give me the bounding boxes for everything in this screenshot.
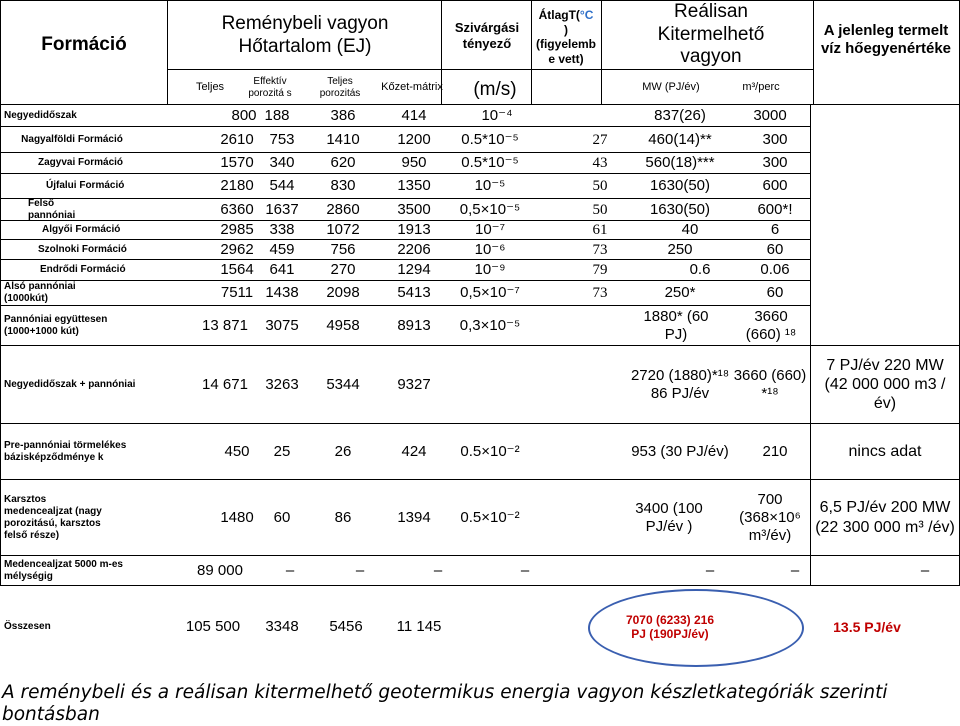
row-szolnoki-name: Szolnoki Formáció: [38, 243, 127, 255]
row-pre-pannoniai-k: 0.5×10⁻²: [460, 442, 520, 460]
row-szolnoki-flow: 60: [766, 240, 784, 258]
row-endrodi-k: 10⁻⁹: [474, 261, 506, 278]
row-medencealjzat-totpor: –: [355, 561, 365, 579]
row-szolnoki-total: 2962: [220, 240, 254, 258]
row-negyed-pann-eff: 3263: [265, 375, 299, 393]
row-osszesen-name: Összesen: [4, 621, 51, 632]
row-zagyvai-rock: 950: [401, 154, 427, 171]
row-szolnoki-t: 73: [592, 241, 608, 258]
row-nagyalfoldi-eff: 753: [269, 130, 295, 148]
header-real-unit-flow: m³/perc: [742, 81, 780, 94]
figure-caption: A reménybeli és a reálisan kitermelhető geotermikus energia vagyon készletkategóriák szerinti bontásban: [2, 682, 888, 725]
row-pannoniai-egyuttesen-name: Pannóniai együttesen (1000+1000 kút): [4, 314, 108, 337]
header-avg-temp: [534, 8, 598, 66]
row-endrodi-total: 1564: [220, 261, 254, 278]
row-medencealjzat-mw: –: [705, 561, 715, 579]
row-endrodi-flow: 0.06: [760, 261, 790, 278]
row-pannoniai-egyuttesen-total: 13 871: [202, 317, 248, 334]
row-zagyvai-total: 1570: [220, 154, 254, 171]
row-pannoniai-egyuttesen-mw: 1880* (60 PJ): [643, 308, 709, 343]
row-szolnoki-mw: 250: [667, 240, 693, 258]
row-osszesen-totpor: 5456: [329, 618, 363, 635]
row-nagyalfoldi-mw: 460(14)**: [648, 130, 712, 148]
row-endrodi-t: 79: [592, 262, 608, 278]
row-also-pannoniai-totpor: 2098: [326, 284, 360, 301]
row-also-pannoniai-t: 73: [592, 285, 608, 301]
row-pannoniai-egyuttesen-totpor: 4958: [326, 317, 360, 334]
header-total-porosity: Teljes porozitás: [319, 76, 361, 99]
row-karsztos-mw: 3400 (100 PJ/év ): [635, 499, 703, 535]
row-negyedidoszak-mw: 837(26): [654, 106, 706, 124]
row-karsztos-name: Karsztos medencealjzat (nagy porozitású, karsztos felső része): [4, 493, 102, 541]
row-szolnoki-rock: 2206: [397, 240, 431, 258]
row-osszesen-eff: 3348: [265, 618, 299, 635]
row-felso-pannoniai-totpor: 2860: [326, 200, 360, 218]
row-karsztos-current: 6,5 PJ/év 200 MW (22 300 000 m³ /év): [815, 499, 955, 536]
row-algyoi-k: 10⁻⁷: [474, 221, 506, 238]
row-pre-pannoniai-total: 450: [224, 442, 250, 460]
row-endrodi-totpor: 270: [330, 261, 356, 278]
row-osszesen-current: 13.5 PJ/év: [833, 618, 901, 635]
row-negyed-pann-flow: 3660 (660) *¹⁸: [733, 366, 807, 402]
row-also-pannoniai-name: Alsó pannóniai (1000kút): [4, 281, 76, 304]
row-negyed-pann-total: 14 671: [202, 375, 248, 393]
row-felso-pannoniai-total: 6360: [220, 200, 254, 218]
row-zagyvai-totpor: 620: [330, 154, 356, 171]
row-zagyvai-eff: 340: [269, 154, 295, 171]
row-nagyalfoldi-total: 2610: [220, 130, 254, 148]
row-negyedidoszak-k: 10⁻⁴: [481, 106, 513, 124]
row-also-pannoniai-rock: 5413: [397, 284, 431, 301]
row-felso-pannoniai-k: 0,5×10⁻⁵: [459, 200, 521, 218]
row-negyedidoszak-total: 800: [231, 106, 257, 124]
row-pannoniai-egyuttesen-rock: 8913: [397, 317, 431, 334]
row-ujfalui-mw: 1630(50): [649, 177, 711, 194]
row-algyoi-mw: 40: [681, 221, 699, 238]
row-zagyvai-flow: 300: [762, 154, 788, 171]
row-nagyalfoldi-t: 27: [592, 131, 608, 148]
row-negyed-pann-totpor: 5344: [326, 375, 360, 393]
row-karsztos-k: 0.5×10⁻²: [460, 508, 520, 526]
header-avg-temp-unit: °C: [579, 8, 594, 23]
row-medencealjzat-eff: –: [285, 561, 295, 579]
row-karsztos-flow: 700 (368×10⁶ m³/év): [739, 490, 801, 544]
row-algyoi-total: 2985: [220, 221, 254, 238]
row-medencealjzat-k: –: [520, 561, 530, 579]
row-ujfalui-total: 2180: [220, 177, 254, 194]
row-zagyvai-name: Zagyvai Formáció: [38, 157, 124, 168]
row-also-pannoniai-mw: 250*: [664, 284, 696, 301]
header-real-unit-energy: MW (PJ/év): [642, 81, 700, 94]
row-ujfalui-name: Újfalui Formáció: [46, 180, 125, 191]
row-pre-pannoniai-eff: 25: [273, 442, 291, 460]
row-osszesen-mw: 7070 (6233) 216 PJ (190PJ/év): [625, 612, 715, 641]
row-pre-pannoniai-name: Pre-pannóniai törmelékes bázisképződménye k: [4, 439, 127, 463]
row-negyed-pann-name: Negyedidőszak + pannóniai: [4, 378, 136, 390]
row-algyoi-totpor: 1072: [326, 221, 360, 238]
row-also-pannoniai-total: 7511: [220, 284, 254, 301]
header-real: Reálisan Kitermelhető vagyon: [657, 0, 765, 68]
row-endrodi-eff: 641: [269, 261, 295, 278]
row-zagyvai-k: 0.5*10⁻⁵: [461, 154, 519, 171]
row-pannoniai-egyuttesen-k: 0,3×10⁻⁵: [459, 317, 521, 334]
header-hopeful-line1: Reménybeli vagyon: [221, 13, 389, 35]
row-felso-pannoniai-flow: 600*!: [757, 200, 793, 218]
header-seepage: Szivárgási tényező: [454, 20, 520, 51]
row-karsztos-rock: 1394: [397, 508, 431, 526]
row-negyedidoszak-eff: 188: [264, 106, 290, 124]
row-endrodi-rock: 1294: [397, 261, 431, 278]
row-nagyalfoldi-totpor: 1410: [326, 130, 360, 148]
row-algyoi-rock: 1913: [397, 221, 431, 238]
row-pre-pannoniai-mw: 953 (30 PJ/év): [631, 442, 729, 460]
row-ujfalui-eff: 544: [269, 177, 295, 194]
row-algyoi-name: Algyői Formáció: [42, 224, 121, 235]
row-karsztos-total: 1480: [220, 508, 254, 526]
row-also-pannoniai-eff: 1438: [265, 284, 299, 301]
header-current: A jelenleg termelt víz hőegyenértéke: [820, 22, 952, 57]
row-szolnoki-k: 10⁻⁶: [474, 240, 506, 258]
row-endrodi-name: Endrődi Formáció: [40, 264, 126, 275]
row-ujfalui-k: 10⁻⁵: [474, 177, 506, 194]
row-negyed-pann-mw: 2720 (1880)*¹⁸ 86 PJ/év: [630, 366, 730, 402]
header-avg-temp-b: ) (figyelemb e vett): [535, 22, 596, 66]
row-negyedidoszak-name: Negyedidőszak: [4, 109, 77, 121]
row-negyedidoszak-flow: 3000: [753, 106, 787, 124]
row-ujfalui-rock: 1350: [397, 177, 431, 194]
row-medencealjzat-flow: –: [790, 561, 800, 579]
row-osszesen-total: 105 500: [185, 618, 241, 635]
row-karsztos-totpor: 86: [334, 508, 352, 526]
row-karsztos-eff: 60: [273, 508, 291, 526]
row-pre-pannoniai-current: nincs adat: [848, 442, 922, 460]
row-algyoi-eff: 338: [269, 221, 295, 238]
row-endrodi-mw: 0.6: [689, 261, 711, 278]
row-felso-pannoniai-eff: 1637: [265, 200, 299, 218]
row-negyedidoszak-totpor: 386: [330, 106, 356, 124]
header-rock-matrix: Kőzet-mátrix: [381, 81, 443, 94]
row-szolnoki-totpor: 756: [330, 240, 356, 258]
row-ujfalui-t: 50: [592, 178, 608, 194]
header-hopeful-line2: Hőtartalom (EJ): [238, 36, 372, 57]
row-zagyvai-t: 43: [592, 155, 608, 171]
row-zagyvai-mw: 560(18)***: [645, 154, 715, 171]
row-osszesen-rock: 11 145: [396, 618, 442, 635]
row-felso-pannoniai-t: 50: [592, 201, 608, 218]
row-ujfalui-flow: 600: [762, 177, 788, 194]
row-nagyalfoldi-rock: 1200: [397, 130, 431, 148]
header-avg-temp-a: ÁtlagT(: [538, 8, 580, 23]
row-negyedidoszak-rock: 414: [401, 106, 427, 124]
header-hopeful: [170, 10, 440, 62]
row-nagyalfoldi-name: Nagyalföldi Formáció: [21, 133, 123, 145]
row-medencealjzat-current: –: [920, 561, 930, 579]
row-also-pannoniai-flow: 60: [766, 284, 784, 301]
header-effective-porosity: Effektív porozitá s: [248, 76, 292, 99]
row-pre-pannoniai-totpor: 26: [334, 442, 352, 460]
row-medencealjzat-total: 89 000: [197, 561, 243, 579]
row-pannoniai-egyuttesen-flow: 3660 (660) ¹⁸: [745, 308, 797, 343]
row-pannoniai-egyuttesen-eff: 3075: [265, 317, 299, 334]
row-nagyalfoldi-flow: 300: [762, 130, 788, 148]
row-felso-pannoniai-name: Felső pannóniai: [28, 197, 76, 221]
row-algyoi-flow: 6: [770, 221, 780, 238]
header-total: Teljes: [195, 81, 225, 94]
header-seepage-unit: (m/s): [473, 78, 517, 100]
row-szolnoki-eff: 459: [269, 240, 295, 258]
row-ujfalui-totpor: 830: [330, 177, 356, 194]
row-also-pannoniai-k: 0,5×10⁻⁷: [460, 284, 520, 301]
row-pre-pannoniai-flow: 210: [762, 442, 788, 460]
row-pre-pannoniai-rock: 424: [401, 442, 427, 460]
row-algyoi-t: 61: [592, 222, 608, 238]
header-formation: Formáció: [41, 33, 127, 55]
row-negyed-pann-rock: 9327: [397, 375, 431, 393]
row-felso-pannoniai-rock: 3500: [397, 200, 431, 218]
highlight-oval: [588, 589, 804, 667]
row-felso-pannoniai-mw: 1630(50): [649, 200, 711, 218]
row-nagyalfoldi-k: 0.5*10⁻⁵: [461, 130, 519, 148]
row-negyed-pann-current: 7 PJ/év 220 MW (42 000 000 m3 /év): [824, 356, 946, 413]
row-medencealjzat-rock: –: [433, 561, 443, 579]
row-medencealjzat-name: Medencealjzat 5000 m-es mélységig: [4, 558, 123, 582]
